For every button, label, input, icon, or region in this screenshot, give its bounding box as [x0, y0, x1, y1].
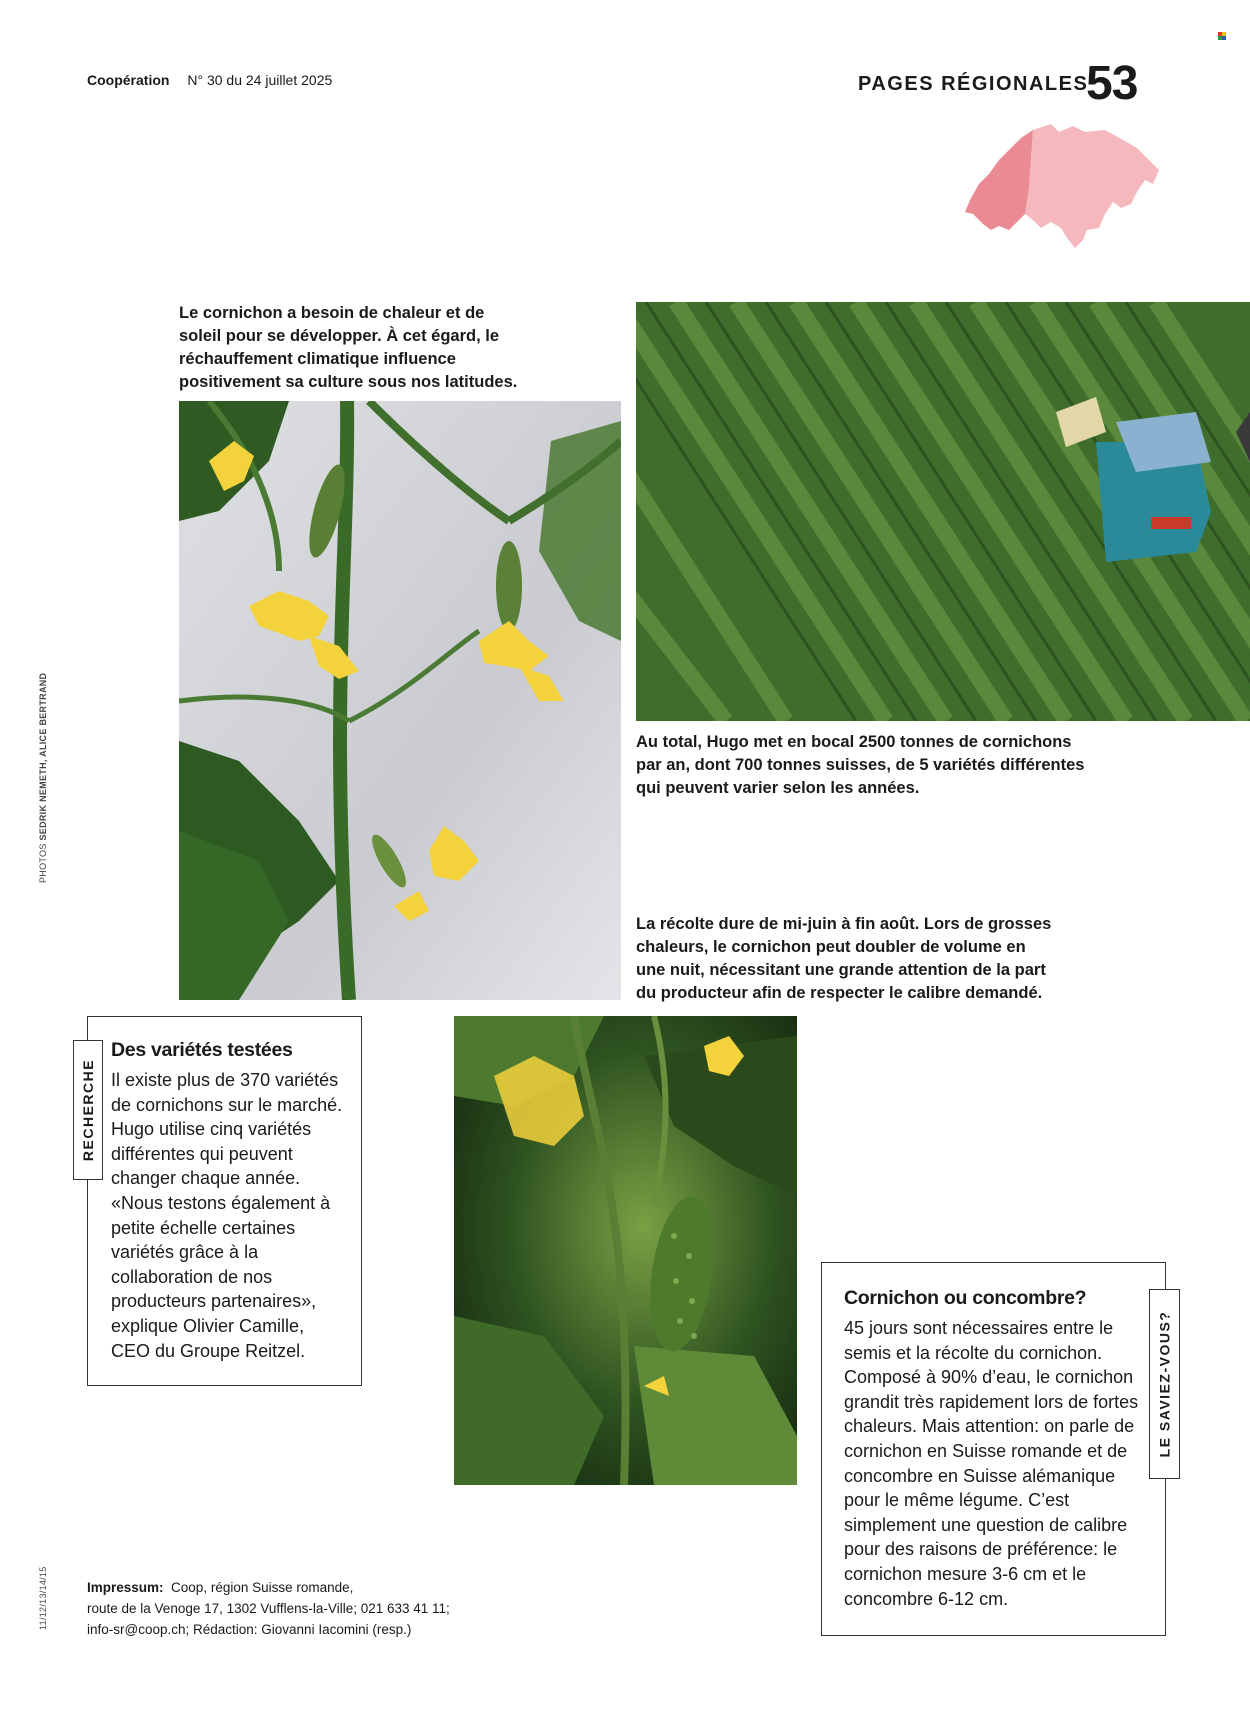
- research-box-title: Des variétés testées: [111, 1039, 293, 1061]
- masthead: [87, 72, 332, 88]
- research-tab-label: RECHERCHE: [80, 1058, 96, 1162]
- photo-credit: PHOTOS SEDRIK NEMETH, ALICE BERTRAND: [38, 672, 48, 883]
- issue-date: N° 30 du 24 juillet 2025: [187, 72, 333, 88]
- caption-field: Au total, Hugo met en bocal 2500 tonnes de cornichons par an, dont 700 tonnes suisses, de 5 variétés différentes qui peuvent varier selon les années.: [636, 733, 1085, 797]
- research-box-body: Il existe plus de 370 variétés de cornichons sur le marché. Hugo utilise cinq variétés différentes qui peuvent changer chaque année. «Nous testons également à petite échelle certaines variétés grâce à la collaboration de nos producteurs partenaires», explique Olivier Camille, CEO du Groupe Reitzel.: [111, 1070, 343, 1361]
- photographers: SEDRIK NEMETH, ALICE BERTRAND: [38, 672, 48, 841]
- research-tab: [73, 1040, 103, 1180]
- aerial-field-photo: [636, 302, 1250, 721]
- research-box: [87, 1016, 362, 1386]
- cucumber-flowers-photo: [179, 401, 621, 1000]
- page-number: 53: [1086, 57, 1138, 110]
- switzerland-map-icon: [955, 118, 1165, 258]
- edition-code: 11/12/13/14/15: [38, 1566, 48, 1630]
- impressum-line1: Coop, région Suisse romande,: [171, 1580, 354, 1595]
- fact-box: [821, 1262, 1166, 1636]
- impressum-line2: route de la Venoge 17, 1302 Vufflens-la-Ville; 021 633 41 11;: [87, 1601, 450, 1616]
- fact-tab-label: LE SAVIEZ-VOUS?: [1156, 1310, 1173, 1458]
- impressum-label: Impressum:: [87, 1580, 164, 1595]
- impressum: [87, 1577, 450, 1640]
- caption-harvest: La récolte dure de mi-juin à fin août. Lors de grosses chaleurs, le cornichon peut doubler de volume en une nuit, nécessitant une grande attention de la part du producteur afin de respecter le calibre demandé.: [636, 915, 1052, 1002]
- section-title: PAGES RÉGIONALES: [858, 73, 1089, 95]
- fact-box-title: Cornichon ou concombre?: [844, 1287, 1087, 1309]
- cucumber-vine-photo: [454, 1016, 797, 1485]
- print-marks-icon: [1218, 32, 1226, 40]
- fact-box-body: 45 jours sont nécessaires entre le semis et la récolte du cornichon. Composé à 90% d’eau, le cornichon grandit très rapidement lors de fortes chaleurs. Mais attention: on parle de cornichon en Suisse romande et de concombre en Suisse alémanique pour le même légume. C’est simplement une question de calibre pour des raisons de préférence: le cornichon mesure 3-6 cm et le concombre 6-12 cm.: [844, 1318, 1139, 1609]
- impressum-line3: info-sr@coop.ch; Rédaction: Giovanni Iacomini (resp.): [87, 1622, 412, 1637]
- caption-flowers: Le cornichon a besoin de chaleur et de soleil pour se développer. À cet égard, le réchauffement climatique influence positivement sa culture sous nos latitudes.: [179, 304, 518, 391]
- fact-tab: [1149, 1289, 1180, 1479]
- publication-name: Coopération: [87, 72, 170, 88]
